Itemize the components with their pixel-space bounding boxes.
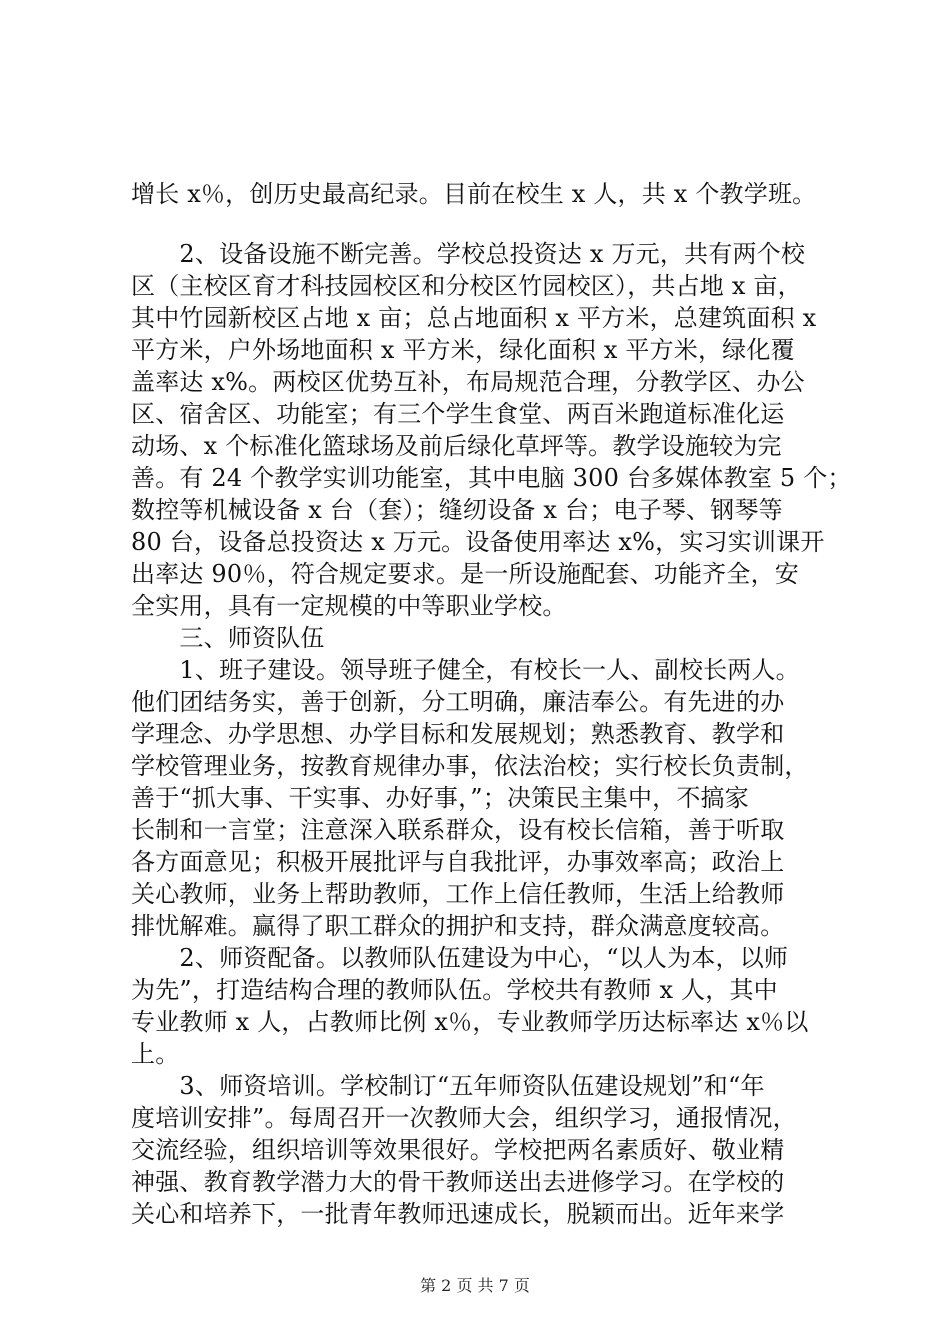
text-line: 区（主校区育才科技园校区和分校区竹园校区），共占地 x 亩，: [131, 272, 802, 300]
text-line: 善于“抓大事、干实事、办好事，”；决策民主集中，不搞家: [131, 784, 749, 812]
text-line: 长制和一言堂；注意深入联系群众，设有校长信箱，善于听取: [131, 816, 785, 844]
text-line: 盖率达 x%。两校区优势互补，布局规范合理，分教学区、办公: [131, 368, 805, 396]
text-line: 关心教师，业务上帮助教师，工作上信任教师，生活上给教师: [131, 880, 785, 908]
text-line: 关心和培养下，一批青年教师迅速成长，脱颖而出。近年来学: [131, 1200, 785, 1228]
text-line: 其中竹园新校区占地 x 亩；总占地面积 x 平方米，总建筑面积 x: [131, 304, 817, 332]
text-line: 排忧解难。赢得了职工群众的拥护和支持，群众满意度较高。: [131, 912, 785, 940]
text-line: 3、师资培训。学校制订“五年师资队伍建设规划”和“年: [131, 1072, 765, 1100]
text-line: 80 台，设备总投资达 x 万元。设备使用率达 x%，实习实训课开: [131, 528, 825, 556]
page-number-footer: 第 2 页 共 7 页: [420, 1276, 530, 1295]
text-line: 交流经验，组织培训等效果很好。学校把两名素质好、敬业精: [131, 1136, 785, 1164]
text-line: 上。: [131, 1040, 180, 1068]
text-line: 各方面意见；积极开展批评与自我批评，办事效率高；政治上: [131, 848, 785, 876]
text-line: 学理念、办学思想、办学目标和发展规划；熟悉教育、教学和: [131, 720, 785, 748]
section-heading: 三、师资队伍: [131, 624, 325, 652]
text-line: 善。有 24 个教学实训功能室，其中电脑 300 台多媒体教室 5 个；: [131, 464, 852, 492]
text-line: 度培训安排”。每周召开一次教师大会，组织学习，通报情况，: [131, 1104, 797, 1132]
text-line: 他们团结务实，善于创新，分工明确，廉洁奉公。有先进的办: [131, 688, 785, 716]
text-line: 全实用，具有一定规模的中等职业学校。: [131, 592, 567, 620]
text-line: 专业教师 x 人，占教师比例 x％，专业教师学历达标率达 x％以: [131, 1008, 809, 1036]
text-line: 2、师资配备。以教师队伍建设为中心，“以人为本，以师: [131, 944, 789, 972]
text-line: 为先”，打造结构合理的教师队伍。学校共有教师 x 人，其中: [131, 976, 778, 1004]
text-line: 出率达 90％，符合规定要求。是一所设施配套、功能齐全，安: [131, 560, 799, 588]
text-line: 增长 x％，创历史最高纪录。目前在校生 x 人，共 x 个教学班。: [131, 180, 817, 208]
text-line: 平方米，户外场地面积 x 平方米，绿化面积 x 平方米，绿化覆: [131, 336, 795, 364]
text-line: 神强、教育教学潜力大的骨干教师送出去进修学习。在学校的: [131, 1168, 785, 1196]
text-line: 2、设备设施不断完善。学校总投资达 x 万元，共有两个校: [131, 240, 806, 268]
text-line: 学校管理业务，按教育规律办事，依法治校；实行校长负责制，: [131, 752, 809, 780]
text-line: 1、班子建设。领导班子健全，有校长一人、副校长两人。: [131, 656, 800, 684]
text-line: 数控等机械设备 x 台（套）；缝纫设备 x 台；电子琴、钢琴等: [131, 496, 783, 524]
text-line: 动场、x 个标准化篮球场及前后绿化草坪等。教学设施较为完: [131, 432, 782, 460]
text-line: 区、宿舍区、功能室；有三个学生食堂、两百米跑道标准化运: [131, 400, 785, 428]
